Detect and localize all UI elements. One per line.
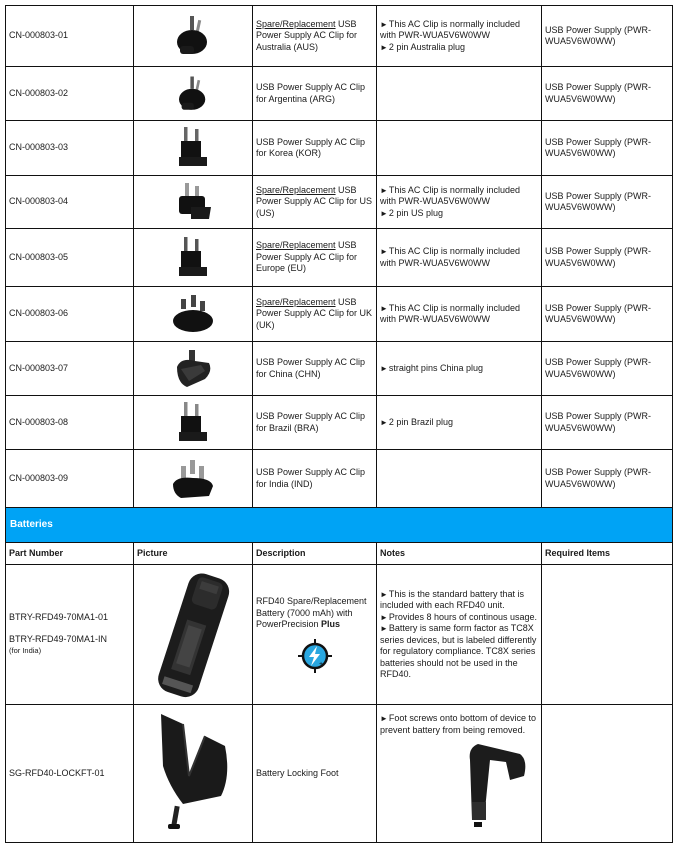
table-row — [6, 342, 673, 396]
picture-cell — [134, 287, 253, 342]
table-row — [6, 396, 673, 450]
plug-china-icon — [171, 347, 215, 391]
plug-india-icon — [169, 456, 217, 502]
notes — [377, 121, 542, 176]
picture-cell — [134, 67, 253, 121]
required-items: USB Power Supply (PWR-WUA5V6W0WW) — [542, 450, 673, 508]
part-number: CN-000803-09 — [6, 450, 134, 508]
required-items: USB Power Supply (PWR-WUA5V6W0WW) — [542, 287, 673, 342]
required-items: USB Power Supply (PWR-WUA5V6W0WW) — [542, 176, 673, 229]
description: RFD40 Spare/Replacement Battery (7000 mAh) with PowerPrecision Plus + — [253, 565, 377, 705]
description: Spare/Replacement USB Power Supply AC Clip for Australia (AUS) — [253, 6, 377, 67]
notes — [377, 450, 542, 508]
battery-locking-foot-icon — [143, 706, 243, 841]
part-number: CN-000803-03 — [6, 121, 134, 176]
column-header-row — [6, 543, 673, 565]
required-items: USB Power Supply (PWR-WUA5V6W0WW) — [542, 342, 673, 396]
description: USB Power Supply AC Clip for India (IND) — [253, 450, 377, 508]
picture-cell — [134, 396, 253, 450]
column-header-part-number: Part Number — [6, 543, 134, 565]
table-row — [6, 287, 673, 342]
plug-uk-icon — [169, 293, 217, 335]
table-row — [6, 121, 673, 176]
description: USB Power Supply AC Clip for Korea (KOR) — [253, 121, 377, 176]
required-items: USB Power Supply (PWR-WUA5V6W0WW) — [542, 67, 673, 121]
notes: ►This AC Clip is normally included with PWR-WUA5V6W0WW — [377, 229, 542, 287]
picture-cell — [134, 176, 253, 229]
plug-australia-icon — [168, 12, 218, 60]
description: Battery Locking Foot — [253, 705, 377, 843]
picture-cell — [134, 565, 253, 705]
part-number: CN-000803-02 — [6, 67, 134, 121]
notes: ►Foot screws onto bottom of device to prevent battery from being removed. — [377, 705, 542, 843]
rfd40-device-icon — [450, 740, 530, 830]
notes: ►This AC Clip is normally included with PWR-WUA5V6W0WW — [377, 287, 542, 342]
powerprecision-plus-icon — [298, 639, 332, 673]
column-header-description: Description — [253, 543, 377, 565]
plug-us-icon — [171, 181, 215, 223]
part-number: CN-000803-05 — [6, 229, 134, 287]
plug-argentina-icon — [171, 73, 215, 115]
description: USB Power Supply AC Clip for Argentina (ARG) — [253, 67, 377, 121]
column-header-picture: Picture — [134, 543, 253, 565]
picture-cell — [134, 121, 253, 176]
picture-cell — [134, 229, 253, 287]
plug-europe-icon — [173, 235, 213, 281]
table-row — [6, 450, 673, 508]
battery-icon — [143, 567, 243, 702]
required-items — [542, 565, 673, 705]
notes — [377, 67, 542, 121]
plug-korea-icon — [173, 125, 213, 171]
picture-cell — [134, 342, 253, 396]
table-row — [6, 229, 673, 287]
plug-brazil-icon — [173, 400, 213, 446]
notes: ►This is the standard battery that is included with each RFD40 unit. ►Provides 8 hours of continous usage. ►Battery is same form factor as TC8X series devices, but is labeled differently for regulatory compliance. TC8X series batteries should not be used in the RFD40. — [377, 565, 542, 705]
part-number: CN-000803-04 — [6, 176, 134, 229]
required-items: USB Power Supply (PWR-WUA5V6W0WW) — [542, 6, 673, 67]
column-header-notes: Notes — [377, 543, 542, 565]
picture-cell — [134, 6, 253, 67]
part-number: BTRY-RFD49-70MA1-01 BTRY-RFD49-70MA1-IN (for India) — [6, 565, 134, 705]
notes: ►2 pin Brazil plug — [377, 396, 542, 450]
part-number: CN-000803-01 — [6, 6, 134, 67]
table-row — [6, 176, 673, 229]
svg-text:+: + — [318, 660, 323, 668]
table-row — [6, 67, 673, 121]
required-items: USB Power Supply (PWR-WUA5V6W0WW) — [542, 121, 673, 176]
description: USB Power Supply AC Clip for Brazil (BRA) — [253, 396, 377, 450]
description: Spare/Replacement USB Power Supply AC Clip for US (US) — [253, 176, 377, 229]
part-number: CN-000803-08 — [6, 396, 134, 450]
description: Spare/Replacement USB Power Supply AC Clip for UK (UK) — [253, 287, 377, 342]
required-items — [542, 705, 673, 843]
part-number: SG-RFD40-LOCKFT-01 — [6, 705, 134, 843]
notes: ►This AC Clip is normally included with PWR-WUA5V6W0WW ►2 pin US plug — [377, 176, 542, 229]
notes: ►This AC Clip is normally included with PWR-WUA5V6W0WW ►2 pin Australia plug — [377, 6, 542, 67]
description: USB Power Supply AC Clip for China (CHN) — [253, 342, 377, 396]
part-number: CN-000803-07 — [6, 342, 134, 396]
table-row — [6, 6, 673, 67]
column-header-required-items: Required Items — [542, 543, 673, 565]
part-number: CN-000803-06 — [6, 287, 134, 342]
accessories-table — [5, 5, 673, 843]
notes: ►straight pins China plug — [377, 342, 542, 396]
table-row — [6, 565, 673, 705]
section-header-batteries — [6, 508, 673, 543]
required-items: USB Power Supply (PWR-WUA5V6W0WW) — [542, 396, 673, 450]
picture-cell — [134, 705, 253, 843]
section-title: Batteries — [6, 508, 673, 543]
table-row — [6, 705, 673, 843]
description: Spare/Replacement USB Power Supply AC Clip for Europe (EU) — [253, 229, 377, 287]
required-items: USB Power Supply (PWR-WUA5V6W0WW) — [542, 229, 673, 287]
picture-cell — [134, 450, 253, 508]
